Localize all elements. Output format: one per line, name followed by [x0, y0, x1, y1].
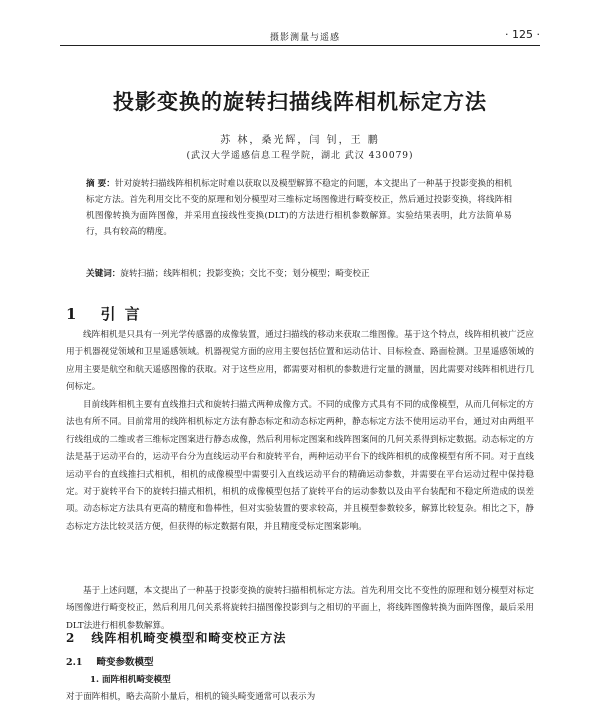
journal-name: 摄影测量与遥感 [270, 33, 341, 43]
abstract-label: 摘 要： [86, 179, 115, 189]
subsection-heading [66, 654, 154, 668]
page-number: · 125 · [505, 28, 540, 41]
affiliation: (武汉大学遥感信息工程学院，湖北 武汉 430079) [186, 151, 414, 161]
intro-paragraph-3: 基于上述问题，本文提出了一种基于投影变换的旋转扫描相机标定方法。首先利用交比不变性的原理和划分模型对标定场图像进行畸变校正，然后利用几何关系将旋转扫描图像投影到与之相切的平面上，将线阵图像转换为面阵图像，最后采用DLT法进行相机参数解算。 [66, 586, 534, 631]
intro-paragraph-2: 目前线阵相机主要有直线推扫式和旋转扫描式两种成像方式。不同的成像方式具有不同的成像模型，从而几何标定的方法也有所不同。目前常用的线阵相机标定方法有静态标定和动态标定两种，静态标定方法不使用运动平台，通过对由两组平行线组成的二维或者三维标定图案进行静态成像，然后利用标定图案和线阵图案间的几何关系得到标定数据。动态标定的方法是基于运动平台的，运动平台分为直线运动平台和旋转平台，两种运动平台下的线阵相机的成像模型有所不同。对于直线运动平台的直线推扫式相机，相机的成像模型中需要引入直线运动平台的精确运动参数，并需要在平台运动过程中保持稳定。对于旋转平台下的旋转扫描式相机，相机的成像模型包括了旋转平台的运动参数以及由平台装配和不稳定所造成的误差项。动态标定方法具有更高的精度和鲁棒性，但对实验装置的要求较高，并且模型参数较多，解算比较复杂。相比之下，静态标定方法比较灵活方便，但获得的标定数据有限，并且精度受标定图案影响。 [66, 400, 534, 532]
section-number: 1 [66, 305, 79, 323]
keywords-text: 旋转扫描；线阵相机；投影变换；交比不变；划分模型；畸变校正 [120, 269, 370, 279]
section-title: 引 言 [100, 305, 142, 323]
section-heading-introduction [66, 303, 142, 324]
subsection-number: 2.1 [66, 657, 83, 668]
section-number: 2 [66, 631, 76, 645]
abstract [86, 176, 512, 240]
intro-paragraph-1: 线阵相机是只具有一列光学传感器的成像装置，通过扫描线的移动来获取二维图像。基于这个特点，线阵相机被广泛应用于机器视觉领域和卫星遥感领域。机器视觉方面的应用主要包括位置和运动估计、目标检查、路面检测。卫星遥感领域的应用主要是航空和航天遥感图像的获取。对于这些应用，都需要对相机的参数进行定量的测量，因此需要对线阵相机进行几何标定。 [66, 330, 534, 393]
author-list: 苏 林，桑光辉，闫 钊，王 鹏 [220, 135, 380, 146]
sub-subsection-heading: 1. 面阵相机畸变模型 [90, 675, 171, 685]
equation-intro-line: 对于面阵相机，略去高阶小量后，相机的镜头畸变通常可以表示为 [66, 692, 316, 702]
keywords-label: 关键词： [86, 269, 121, 279]
keywords [86, 266, 512, 282]
section-heading-distortion [66, 629, 286, 646]
running-header [60, 28, 540, 46]
section-title: 线阵相机畸变模型和畸变校正方法 [91, 631, 287, 645]
paper-title: 投影变换的旋转扫描线阵相机标定方法 [113, 89, 487, 114]
abstract-text: 针对旋转扫描线阵相机标定时难以获取以及模型解算不稳定的问题，本文提出了一种基于投影变换的相机标定方法。首先利用交比不变的原理和划分模型对三维标定场图像进行畸变校正，然后通过投影变换，将线阵相机图像转换为面阵图像，并采用直接线性变换(DLT)的方法进行相机参数解算。实验结果表明，此方法简单易行，具有较高的精度。 [86, 179, 512, 237]
subsection-title: 畸变参数模型 [96, 657, 154, 668]
header-rule [60, 45, 540, 46]
